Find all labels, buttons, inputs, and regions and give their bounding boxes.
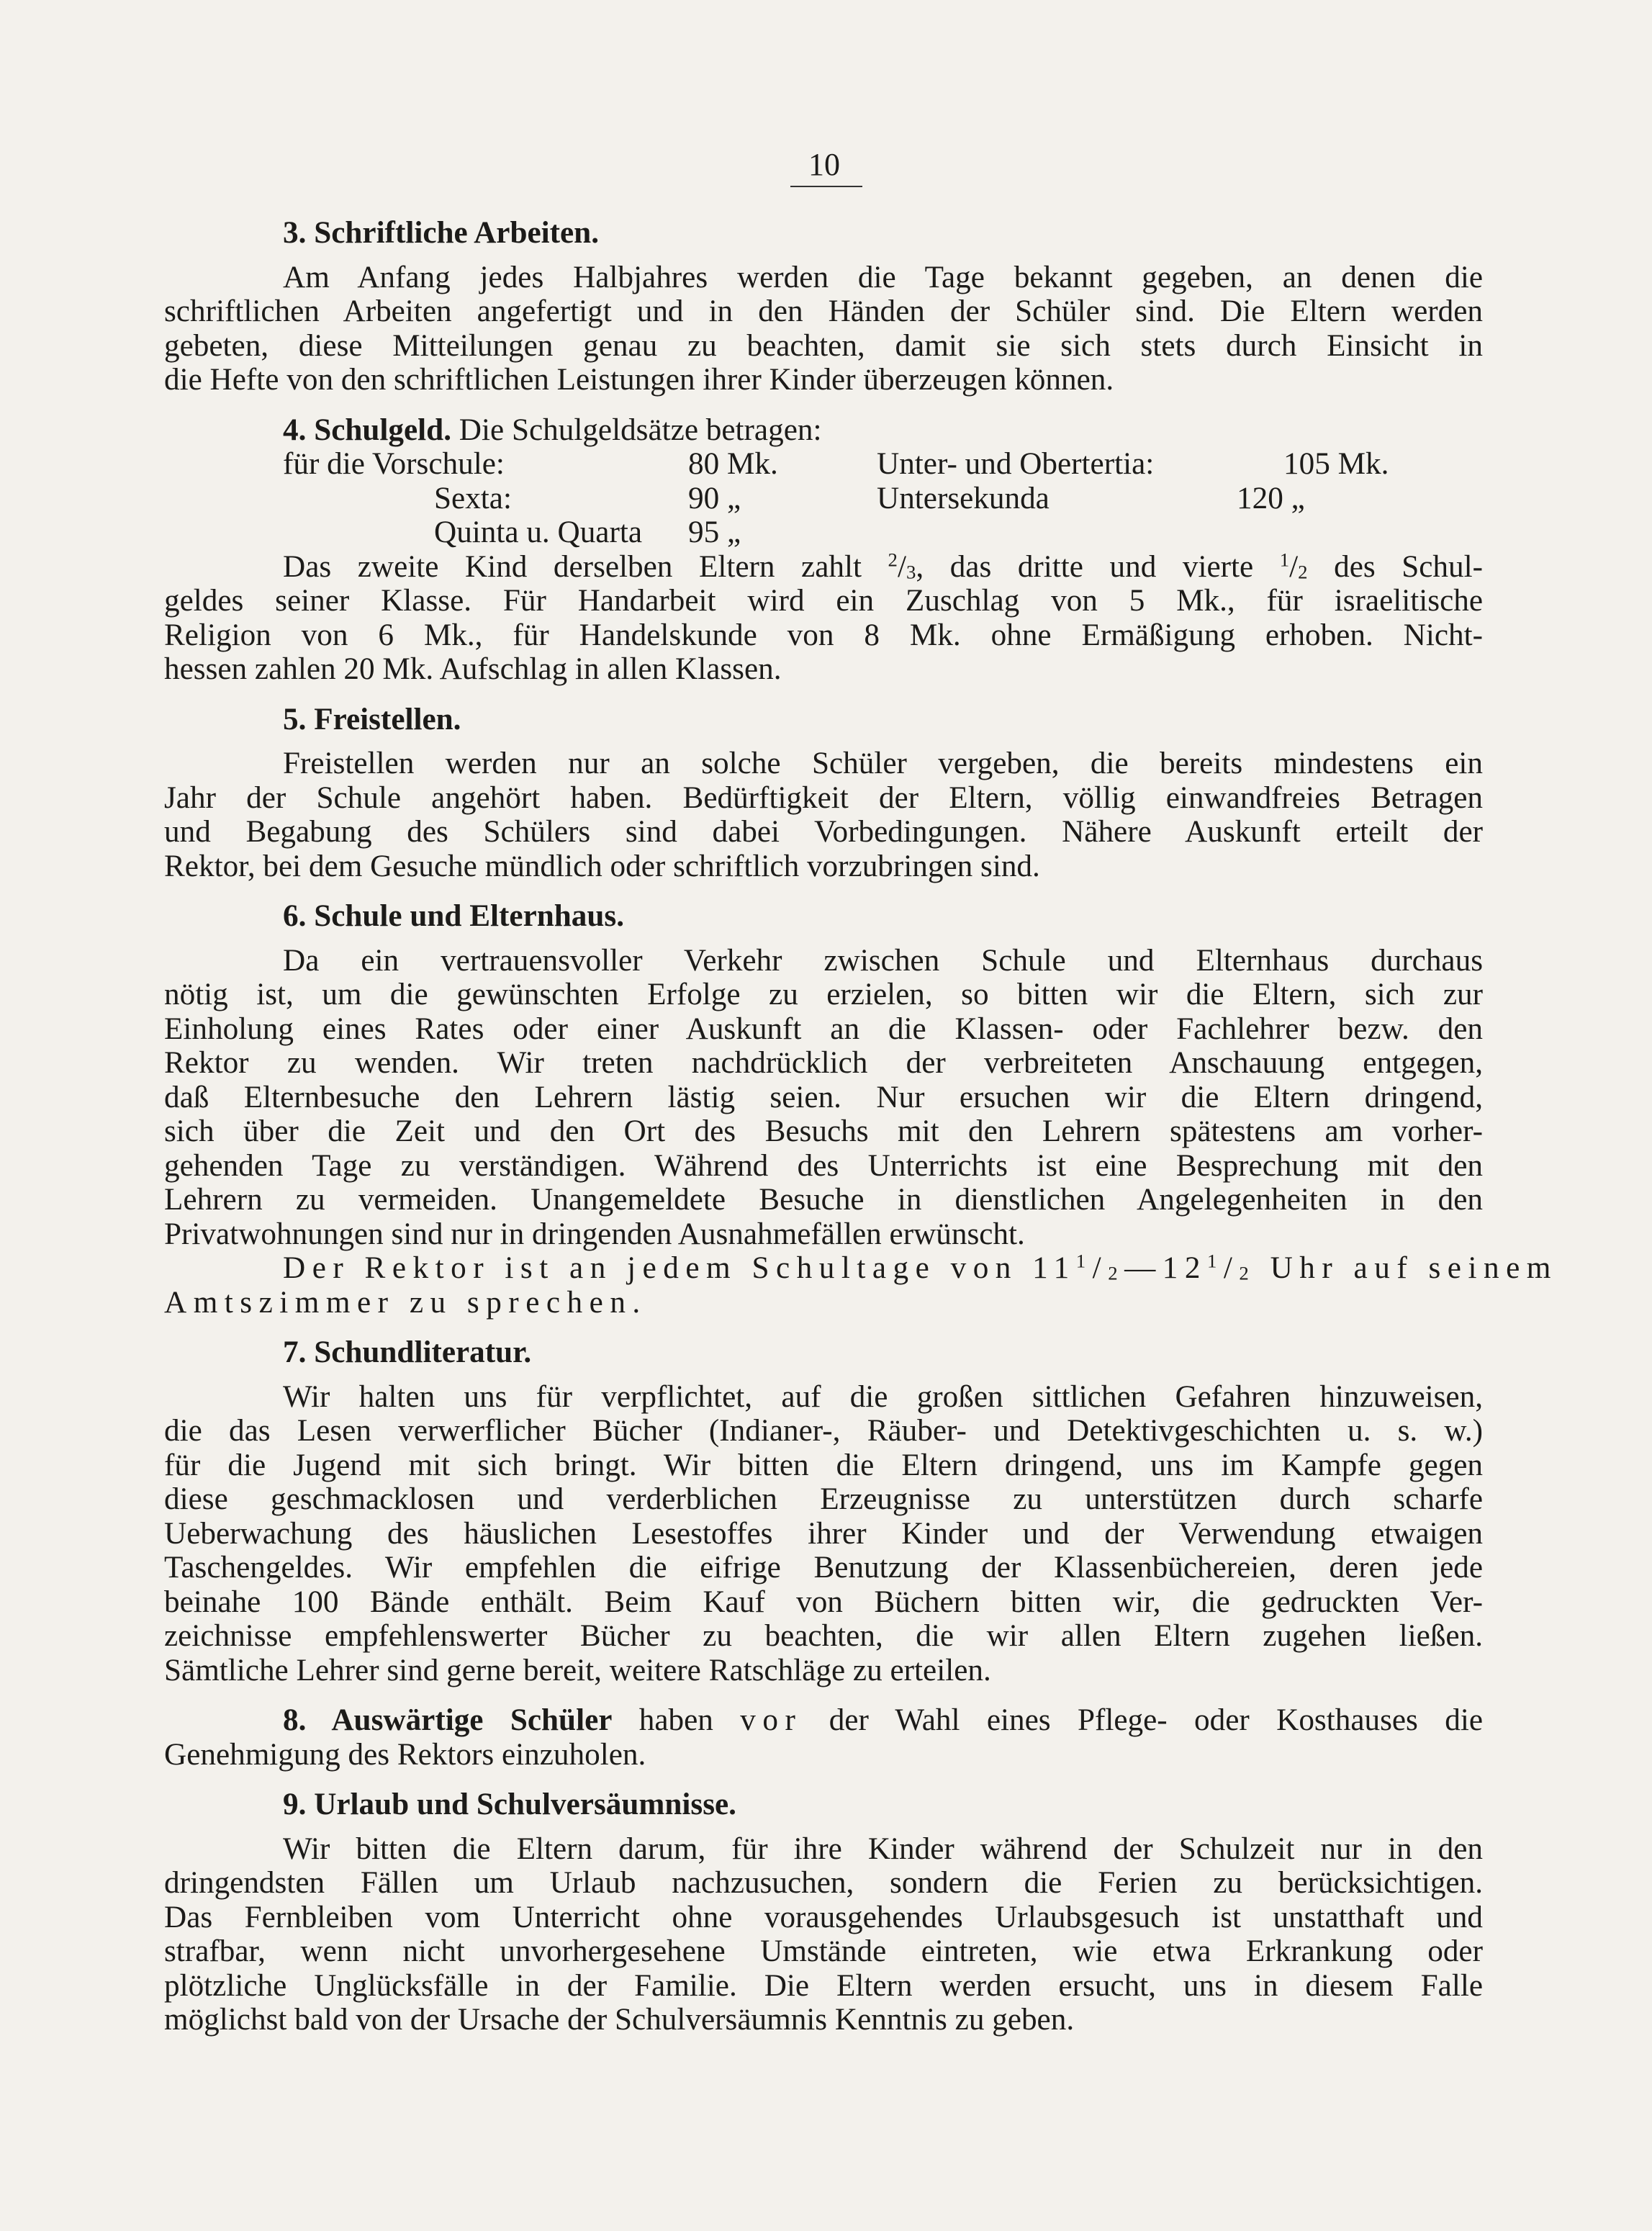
s3-line-3: gebeten, diese Mitteilungen genau zu beachten, damit sie sich stets durch Einsicht in: [164, 328, 1483, 363]
section-8-heading: 8. Auswärtige Schüler: [283, 1703, 613, 1737]
s9-line-4: strafbar, wenn nicht unvorhergesehene Umstände eintreten, wie etwa Erkrankung oder: [164, 1934, 1483, 1968]
fee-untersekunda-amount: 120 „: [1237, 481, 1305, 515]
s7-line-2: die das Lesen verwerflicher Bücher (Indianer-, Räuber- und Detektivgeschichten u. s. w.): [164, 1414, 1483, 1448]
s7-line-7: beinahe 100 Bände enthält. Beim Kauf von Büchern bitten wir, die gedruckten Ver-: [164, 1585, 1483, 1619]
s7-line-6: Taschengeldes. Wir empfehlen die eifrige Benutzung der Klassenbüchereien, deren jede: [164, 1551, 1483, 1585]
s8-line-2: Genehmigung des Rektors einzuholen.: [164, 1737, 646, 1772]
section-3-heading: 3. Schriftliche Arbeiten.: [283, 216, 600, 250]
s6-rektor-line-1: Der Rektor ist an jedem Schultage von $11^1/_2—12^1/_2$ Uhr auf seinem: [283, 1250, 1558, 1285]
page-number-rule: [790, 186, 862, 187]
s7-line-1: Wir halten uns für verpflichtet, auf die großen sittlichen Gefahren hinzuweisen,: [283, 1379, 1483, 1414]
s6-line-4: Rektor zu wenden. Wir treten nachdrücklich der verbreiteten Anschauung entgegen,: [164, 1046, 1483, 1080]
s6-line-7: gehenden Tage zu verständigen. Während des Unterrichts ist eine Besprechung mit den: [164, 1148, 1483, 1183]
fee-row-3: [164, 515, 1483, 550]
section-5-heading: 5. Freistellen.: [283, 702, 461, 736]
s5-line-3: und Begabung des Schülers sind dabei Vorbedingungen. Nähere Auskunft erteilt der: [164, 815, 1483, 849]
fee-tertia-label: Unter- und Obertertia:: [877, 447, 1155, 481]
section-4-heading: 4. Schulgeld.: [283, 413, 451, 447]
s9-line-3: Das Fernbleiben vom Unterricht ohne vorausgehendes Urlaubsgesuch ist unstatthaft und: [164, 1900, 1483, 1934]
fee-row-1: [164, 447, 1483, 482]
s4-line-1: Das zweite Kind derselben Eltern zahlt $^2/_3$, das dritte und vierte $^1/_2$ des Schul-: [283, 548, 1483, 584]
s7-line-3: für die Jugend mit sich bringt. Wir bitten die Eltern dringend, uns im Kampfe gegen: [164, 1448, 1483, 1482]
section-6-heading: 6. Schule und Elternhaus.: [283, 899, 625, 933]
s4-line-3: Religion von 6 Mk., für Handelskunde von 8 Mk. ohne Ermäßigung erhoben. Nicht-: [164, 618, 1483, 652]
s7-line-4: diese geschmacklosen und verderblichen Erzeugnisse zu unterstützen durch scharfe: [164, 1482, 1483, 1516]
fee-tertia-amount: 105 Mk.: [1283, 447, 1389, 481]
s7-line-5: Ueberwachung des häuslichen Lesestoffes ihrer Kinder und der Verwendung etwaigen: [164, 1516, 1483, 1551]
s6-line-3: Einholung eines Rates oder einer Auskunft an die Klassen- oder Fachlehrer bezw. den: [164, 1011, 1483, 1046]
s3-line-2: schriftlichen Arbeiten angefertigt und in den Händen der Schüler sind. Die Eltern werden: [164, 294, 1483, 328]
fee-vorschule-label: für die Vorschule:: [283, 447, 505, 481]
fee-quinta-quarta-label: Quinta u. Quarta: [434, 515, 643, 549]
s4-line-4: hessen zahlen 20 Mk. Aufschlag in allen Klassen.: [164, 652, 782, 686]
s6-line-1: Da ein vertrauensvoller Verkehr zwischen Schule und Elternhaus durchaus: [283, 943, 1483, 978]
s6-line-9: Privatwohnungen sind nur in dringenden Ausnahmefällen erwünscht.: [164, 1217, 1025, 1251]
section-7-heading: 7. Schundliteratur.: [283, 1335, 532, 1369]
s9-line-1: Wir bitten die Eltern darum, für ihre Kinder während der Schulzeit nur in den: [283, 1831, 1483, 1866]
fee-vorschule-amount: 80 Mk.: [688, 447, 778, 481]
page-number: 10: [808, 147, 840, 182]
s5-line-2: Jahr der Schule angehört haben. Bedürftigkeit der Eltern, völlig einwandfreies Betragen: [164, 780, 1483, 815]
s3-line-4: die Hefte von den schriftlichen Leistungen ihrer Kinder überzeugen können.: [164, 363, 1114, 397]
fee-untersekunda-label: Untersekunda: [877, 481, 1050, 515]
s6-line-2: nötig ist, um die gewünschten Erfolge zu erzielen, so bitten wir die Eltern, sich zur: [164, 978, 1483, 1011]
s4-intro: Die Schulgeldsätze betragen:: [459, 413, 822, 447]
fee-row-2: [164, 482, 1483, 516]
s3-line-1: Am Anfang jedes Halbjahres werden die Tage bekannt gegeben, an denen die: [283, 260, 1483, 294]
s9-line-5: plötzliche Unglücksfälle in der Familie. Die Eltern werden ersucht, uns in diesem Falle: [164, 1968, 1483, 2003]
s8-line-1: 8. Auswärtige Schüler haben vor der Wahl eines Pflege- oder Kosthauses die: [283, 1703, 1483, 1737]
s7-line-9: Sämtliche Lehrer sind gerne bereit, weitere Ratschläge zu erteilen.: [164, 1653, 991, 1687]
s9-line-6: möglichst bald von der Ursache der Schulversäumnis Kenntnis zu geben.: [164, 2003, 1075, 2037]
fee-sexta-label: Sexta:: [434, 481, 512, 515]
section-9-heading: 9. Urlaub und Schulversäumnisse.: [283, 1788, 736, 1821]
s4-line-2: geldes seiner Klasse. Für Handarbeit wird ein Zuschlag von 5 Mk., für israelitische: [164, 584, 1483, 618]
fee-quinta-quarta-amount: 95 „: [688, 515, 741, 549]
s6-rektor-line-2: Amtszimmer zu sprechen.: [164, 1285, 647, 1320]
s4-intro-line: [283, 413, 1483, 448]
page-body: [164, 216, 1558, 2037]
s9-line-2: dringendsten Fällen um Urlaub nachzusuchen, sondern die Ferien zu berücksichtigen.: [164, 1866, 1483, 1900]
s6-line-6: sich über die Zeit und den Ort des Besuchs mit den Lehrern spätestens am vorher-: [164, 1114, 1483, 1148]
fee-sexta-amount: 90 „: [688, 481, 741, 515]
s7-line-8: zeichnisse empfehlenswerter Bücher zu beachten, die wir allen Eltern zugehen ließen.: [164, 1619, 1483, 1653]
s5-line-1: Freistellen werden nur an solche Schüler vergeben, die bereits mindestens ein: [283, 747, 1483, 780]
s6-line-8: Lehrern zu vermeiden. Unangemeldete Besuche in dienstlichen Angelegenheiten in den: [164, 1183, 1483, 1217]
s5-line-4: Rektor, bei dem Gesuche mündlich oder schriftlich vorzubringen sind.: [164, 849, 1040, 883]
s6-line-5: daß Elternbesuche den Lehrern lästig seien. Nur ersuchen wir die Eltern dringend,: [164, 1080, 1483, 1114]
